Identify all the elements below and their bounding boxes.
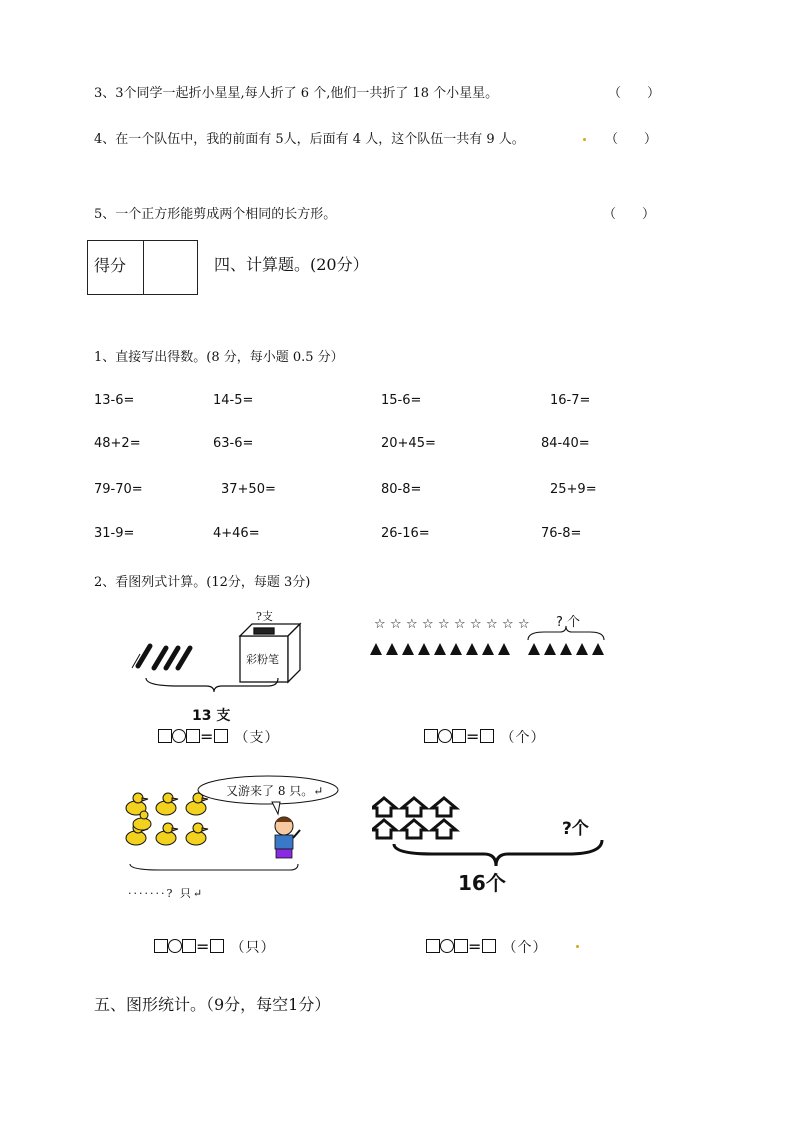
chalk-sticks-icon <box>138 646 190 668</box>
svg-text:☆: ☆ <box>454 617 466 632</box>
calc-item: 80-8= <box>381 482 422 497</box>
blank-circle[interactable] <box>440 939 454 953</box>
equation-1[interactable]: = （支） <box>158 727 280 747</box>
figure-ducks <box>120 772 360 902</box>
house-arrow-icons <box>372 798 456 838</box>
answer-paren-3[interactable]: （ ） <box>608 86 661 101</box>
blank-square[interactable] <box>186 729 200 743</box>
score-input-cell[interactable] <box>144 241 197 294</box>
blank-square[interactable] <box>454 939 468 953</box>
blank-square[interactable] <box>214 729 228 743</box>
judge-item-4: 4、在一个队伍中，我的前面有 5人，后面有 4 人，这个队伍一共有 9 人。 <box>94 132 525 147</box>
blank-circle[interactable] <box>168 939 182 953</box>
blank-square[interactable] <box>482 939 496 953</box>
equation-unit: （支） <box>234 730 280 746</box>
star-row-icon <box>374 617 530 632</box>
stars-question: ? 个 <box>556 615 581 630</box>
equation-3[interactable]: = （只） <box>154 937 276 957</box>
svg-text:☆: ☆ <box>438 617 450 632</box>
calc-item: 79-70= <box>94 482 143 497</box>
calc-item: 16-7= <box>550 393 591 408</box>
triangle-row-icon <box>370 643 604 655</box>
calc-item: 13-6= <box>94 393 135 408</box>
svg-text:☆: ☆ <box>374 617 386 632</box>
q1-title: 1、直接写出得数。(8 分，每小题 0.5 分） <box>94 350 344 365</box>
section4-title: 四、计算题。(20分） <box>214 255 369 274</box>
calc-item: 25+9= <box>550 482 597 497</box>
calc-item: 37+50= <box>221 482 276 497</box>
blank-square[interactable] <box>158 729 172 743</box>
equation-unit: （个） <box>500 730 546 746</box>
calc-item: 15-6= <box>381 393 422 408</box>
calc-item: 26-16= <box>381 526 430 541</box>
equation-unit: （只） <box>230 940 276 956</box>
chalk-question: ?支 <box>256 610 273 623</box>
svg-text:☆: ☆ <box>422 617 434 632</box>
blank-square[interactable] <box>452 729 466 743</box>
figure-stars <box>366 606 616 666</box>
svg-text:☆: ☆ <box>486 617 498 632</box>
arrows-total: 16个 <box>458 871 506 895</box>
calc-item: 4+46= <box>213 526 260 541</box>
answer-paren-4[interactable]: （ ） <box>605 132 658 147</box>
judge-item-5: 5、一个正方形能剪成两个相同的长方形。 <box>94 207 337 222</box>
blank-square[interactable] <box>210 939 224 953</box>
svg-text:☆: ☆ <box>406 617 418 632</box>
section5-title: 五、图形统计。（9分，每空1分） <box>94 995 331 1014</box>
calc-item: 63-6= <box>213 436 254 451</box>
blank-circle[interactable] <box>172 729 186 743</box>
speech-tail-icon <box>272 802 280 814</box>
chalk-box-label: 彩粉笔 <box>246 653 279 666</box>
q2-title: 2、看图列式计算。(12分，每题 3分) <box>94 575 311 590</box>
calc-item: 48+2= <box>94 436 141 451</box>
ducks-question: ·······? 只↵ <box>128 887 205 900</box>
figure-arrows <box>372 792 622 902</box>
calc-item: 31-9= <box>94 526 135 541</box>
svg-text:☆: ☆ <box>518 617 530 632</box>
chalk-total: 13 支 <box>192 708 231 724</box>
blank-square[interactable] <box>480 729 494 743</box>
svg-text:☆: ☆ <box>502 617 514 632</box>
stars-brace-icon <box>528 626 604 640</box>
duck-group-icon <box>126 793 208 845</box>
stray-dot <box>576 945 579 948</box>
child-icon <box>275 817 300 858</box>
calc-item: 14-5= <box>213 393 254 408</box>
arrows-question: ?个 <box>562 819 589 839</box>
equation-2[interactable]: = （个） <box>424 727 546 747</box>
ducks-brace-icon <box>130 864 298 870</box>
calc-item: 20+45= <box>381 436 436 451</box>
stray-dot <box>583 138 586 141</box>
calc-item: 76-8= <box>541 526 582 541</box>
score-box <box>87 240 198 295</box>
figure-chalk <box>128 606 308 716</box>
speech-text: 又游来了 8 只。↵ <box>226 784 324 798</box>
score-label: 得分 <box>88 241 144 294</box>
blank-square[interactable] <box>154 939 168 953</box>
blank-square[interactable] <box>424 729 438 743</box>
arrows-brace-icon <box>394 840 602 866</box>
svg-text:☆: ☆ <box>470 617 482 632</box>
svg-text:☆: ☆ <box>390 617 402 632</box>
equation-unit: （个） <box>502 940 548 956</box>
judge-item-3: 3、3个同学一起折小星星,每人折了 6 个,他们一共折了 18 个小星星。 <box>94 86 499 101</box>
blank-circle[interactable] <box>438 729 452 743</box>
equation-4[interactable]: = （个） <box>426 937 548 957</box>
answer-paren-5[interactable]: （ ） <box>603 207 656 222</box>
blank-square[interactable] <box>426 939 440 953</box>
calc-item: 84-40= <box>541 436 590 451</box>
blank-square[interactable] <box>182 939 196 953</box>
